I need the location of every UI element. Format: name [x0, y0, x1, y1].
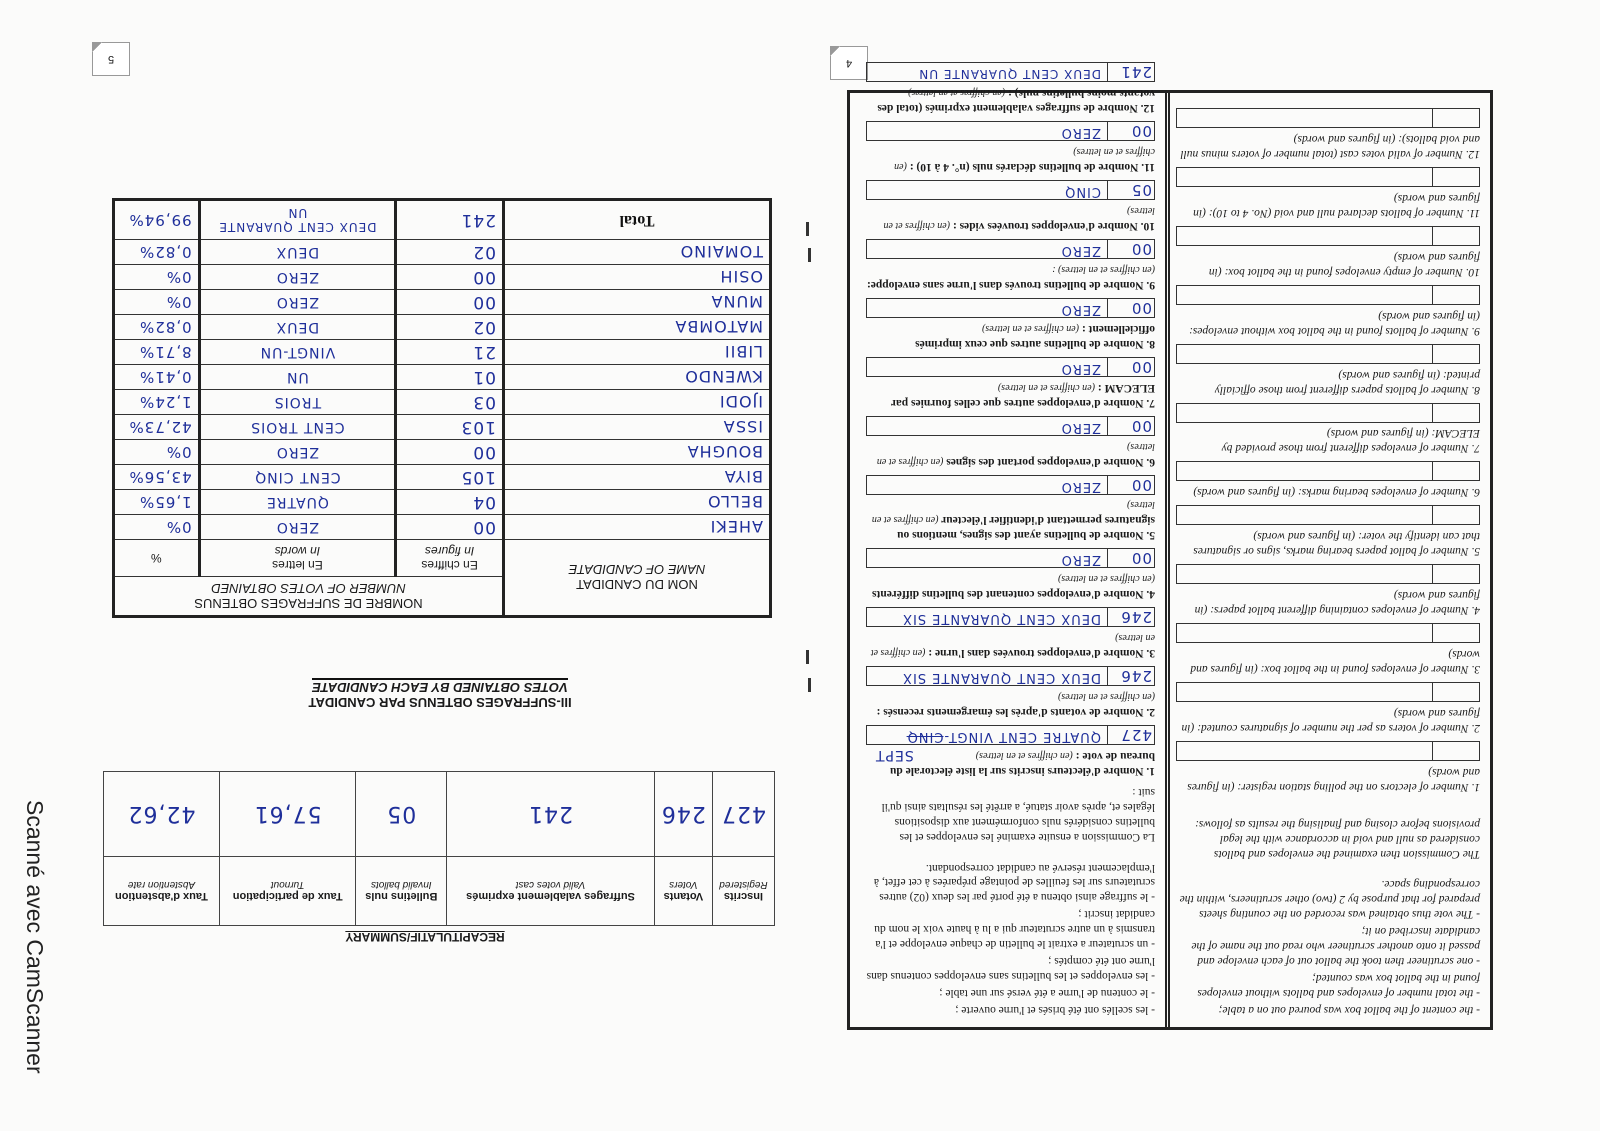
page-number-text: 4: [845, 57, 853, 69]
summary-invalid-value: 05: [356, 772, 447, 857]
candidate-row: TOMAINO 02 DEUX 0,82%: [114, 240, 771, 265]
answer-field: 00 ZERO: [866, 298, 1155, 318]
form-item-6: 6. Nombre d'enveloppes portant des signes (en chiffres et en lettres) 00 ZERO: [866, 416, 1155, 469]
form-item-5: 5. Nombre de bulletins ayant des signes, mentions ou signatures permettant d'identifier l'électeur (en chiffres et en lettres) 00 ZERO: [866, 475, 1155, 543]
candidate-row: AHEKI 00 ZERO 0%: [114, 515, 771, 540]
votes-table: [112, 198, 772, 618]
form-item-8: 8. Nombre de bulletins autres que ceux imprimés officiellement : (en chiffres et en lettres) 00 ZERO: [866, 298, 1155, 351]
form-column-french: [858, 63, 1170, 1027]
page-number-right: [830, 46, 868, 80]
candidate-row: OSIH 00 ZERO 0%: [114, 265, 771, 290]
section-title-fr: III-SUFFRAGES OBTENUS PAR CANDIDAT: [308, 695, 572, 710]
form-item-en-4: 4. Number of envelopes containing different ballot papers: (in figures and words): [1176, 564, 1480, 617]
page-number-left: [92, 42, 130, 76]
answer-field: 00 ZERO: [866, 121, 1155, 141]
page-5: [100, 180, 780, 944]
summary-registered-value: 427: [712, 772, 774, 857]
form-item-en-3: 3. Number of envelopes found in the ballot box: (in figures and words): [1176, 623, 1480, 676]
form-item-en-11: 11. Number of ballots declared null and void (No. 4 to 10): (in figures and words): [1176, 167, 1480, 220]
summary-abstention-value: 42,62: [104, 772, 220, 857]
summary-title: RECAPITULATIF/SUMMARY: [345, 930, 505, 944]
candidate-row: KWENDO 01 UN 0,41%: [114, 365, 771, 390]
form-column-english: [1168, 93, 1490, 1027]
answer-field-empty: [1176, 108, 1480, 128]
form-item-en-5: 5. Number of ballot papers bearing marks, signs or signatures that can identify the voter: (in figures and words): [1176, 505, 1480, 558]
form-item-1: 1. Nombre d'électeurs inscrits sur la liste électorale du bureau de vote : (en chiffres et en lettres) 427 QUATRE CENT VINGT-CINQ SEPT: [866, 725, 1155, 778]
page-number-text: 5: [107, 53, 115, 65]
intro-english: - the content of the ballot box was poured out on a table; - the total number of envelopes and ballots without envelopes found in the ballot box was counted; - one scrutineer then took the ballot out of each envelope and passed it onto another scrutineer who read out the name of the candidate inscribed on it; - The vote thus obtained was recorded on the counting sheets prepared for that purpose by 2 (two) other scrutineers, within the corresponding space. The Commission then examined the envelopes and ballots considered as null and void in accordance with the legal provisions before closing and finalising the results as follows:: [1179, 817, 1480, 1016]
answer-field: 05 CINQ: [866, 180, 1155, 200]
answer-field-empty: [1176, 285, 1480, 305]
form-frame: [847, 63, 1493, 1030]
form-item-12: 12. Nombre de suffrages valablement exprimés (total des votants moins bulletins nuls) : (en chiffres et en lettres) 241 DEUX CENT QUARANTE UN: [866, 62, 1155, 115]
answer-field: 00 ZERO: [866, 475, 1155, 495]
candidate-row: ISSA 103 CENT TROIS 42,73%: [114, 415, 771, 440]
form-item-4: 4. Nombre d'enveloppes contenant des bulletins différents (en chiffres et en lettres) 00 ZERO: [866, 548, 1155, 601]
candidate-row: MUNA 00 ZERO 0%: [114, 290, 771, 315]
form-item-en-10: 10. Number of empty envelopes found in the ballot box: (in figures and words): [1176, 226, 1480, 279]
form-item-7: 7. Nombre d'enveloppes autres que celles fournies par ELECAM : (en chiffres et en lettres) 00 ZERO: [866, 357, 1155, 410]
form-item-en-9: 9. Number of ballots found in the ballot box without envelopes: (in figures and words): [1176, 285, 1480, 338]
answer-field-empty: [1176, 741, 1480, 761]
camscanner-watermark: [14, 800, 54, 1100]
summary-header-turnout: Taux de participation Turnout: [219, 857, 355, 926]
summary-header-abstention: Taux d'abstention Abstention rate: [104, 857, 220, 926]
gutter-mark: [808, 248, 811, 262]
answer-field-empty: [1176, 167, 1480, 187]
header-percent: %: [114, 540, 200, 577]
section-title-en: VOTES OBTAINED BY EACH CANDIDATE: [312, 680, 568, 695]
gutter-mark: [808, 678, 811, 692]
answer-field-empty: [1176, 505, 1480, 525]
summary-header-invalid: Bulletins nuls Invalid ballots: [356, 857, 447, 926]
candidate-row: IJODI 03 TROIS 1,24%: [114, 390, 771, 415]
form-item-en-1: 1. Number of electors on the polling station register: (in figures and words): [1176, 741, 1480, 794]
form-item-en-7: 7. Number of envelopes different from those provided by ELECAM: (in figures and words): [1176, 403, 1480, 456]
votes-section-title: [275, 678, 605, 710]
summary-header-voters: Votants Voters: [654, 857, 712, 926]
summary-turnout-value: 57,61: [219, 772, 355, 857]
summary-table: [103, 771, 775, 926]
answer-field: 00 ZERO: [866, 357, 1155, 377]
form-item-3: 3. Nombre d'enveloppes trouvées dans l'urne : (en chiffres et en lettres) 246 DEUX CENT QUARANTE SIX: [866, 607, 1155, 660]
watermark-text: Scanné avec CamScanner: [22, 800, 48, 1074]
summary-header-valid-votes: Suffrages valablement exprimés Valid votes cast: [447, 857, 655, 926]
candidate-row: BELLO 04 QUATRE 1,65%: [114, 490, 771, 515]
struck-text: CINQ: [906, 729, 944, 744]
handwritten-correction: SEPT: [875, 747, 914, 763]
answer-field-empty: [1176, 682, 1480, 702]
total-row: Total 241 DEUX CENT QUARANTE UN 99,94%: [114, 200, 771, 240]
answer-field-empty: [1176, 403, 1480, 423]
gutter-mark: [806, 222, 809, 236]
candidate-row: BIYA 105 CENT CINQ 43,56%: [114, 465, 771, 490]
answer-field-empty: [1176, 564, 1480, 584]
answer-field: 427 QUATRE CENT VINGT-CINQ SEPT: [866, 725, 1155, 745]
form-item-9: 9. Nombre de bulletins trouvés dans l'urne sans enveloppe: (en chiffres et en lettres) : 00 ZERO: [866, 240, 1155, 291]
form-item-11: 11. Nombre de bulletins déclarés nuls (n°. 4 à 10) : (en chiffres et en lettres) 00 ZERO: [866, 121, 1155, 174]
answer-field: 246 DEUX CENT QUARANTE SIX: [866, 607, 1155, 627]
header-candidate-name: NOM DU CANDIDAT NAME OF CANDIDATE: [503, 540, 770, 617]
answer-field-empty: [1176, 623, 1480, 643]
answer-field: 00 ZERO: [866, 416, 1155, 436]
answer-field: 246 DEUX CENT QUARANTE SIX: [866, 666, 1155, 686]
summary-voters-value: 246: [654, 772, 712, 857]
header-words: En lettres In words: [199, 540, 395, 577]
form-item-en-12: 12. Number of valid votes cast (total number of voters minus null and void ballots): (in figures and words): [1176, 108, 1480, 161]
candidate-row: LIBII 21 VINGT-UN 8,71%: [114, 340, 771, 365]
form-item-en-2: 2. Number of voters as per the number of signatures counted: (in figures and words): [1176, 682, 1480, 735]
header-votes-obtained: NOMBRE DE SUFFRAGES OBTENUS NUMBER OF VOTES OBTAINED: [114, 577, 504, 617]
answer-field: 00 ZERO: [866, 548, 1155, 568]
gutter-mark: [806, 650, 809, 664]
answer-field: 00 ZERO: [866, 239, 1155, 259]
form-item-2: 2. Nombre de votants d'après les émargements recensés : (en chiffres et en lettres) 246 DEUX CENT QUARANTE SIX: [866, 666, 1155, 719]
form-item-10: 10. Nombre d'enveloppes trouvées vides : (en chiffres et en lettres) 05 CINQ: [866, 180, 1155, 233]
summary-header-registered: Inscrits Registered: [712, 857, 774, 926]
answer-field-empty: [1176, 461, 1480, 481]
intro-french: - les scellés ont été brisés et l'urne ouverte ; - le contenu de l'urne a été versé sur une table ; - les enveloppes et les bulletins sans enveloppes contenus dans l'urne ont été comptés ; - un scrutateur a extrait le bulletin de chaque enveloppe et l'a transmis à un autre scrutateur qui a lu à haute voix le nom du candidat inscrit ; - le suffrage ainsi obtenu a été porté par les deux (02) autres scrutateurs sur les feuilles de pointage préparées à cet effet, à l'emplacement réservé au candidat correspondant. La Commission a ensuite examiné les enveloppes et les bulletins considérés nuls conformément aux dispositions légales et, après avoir statué, a arrêté les résultats ainsi qu'il suit :: [866, 785, 1155, 1016]
header-figures: En chiffres In figures: [396, 540, 504, 577]
page-4: [848, 63, 1493, 1030]
candidate-row: BOUGHA 00 ZERO 0%: [114, 440, 771, 465]
answer-field-empty: [1176, 226, 1480, 246]
form-item-en-8: 8. Number of ballots papers different from those officially printed: (in figures and words): [1176, 344, 1480, 397]
form-item-en-6: 6. Number of envelopes bearing marks: (in figures and words): [1176, 461, 1480, 499]
answer-field-empty: [1176, 344, 1480, 364]
summary-valid-votes-value: 241: [447, 772, 655, 857]
answer-field: 241 DEUX CENT QUARANTE UN: [866, 62, 1155, 82]
candidate-row: MATOMBA 02 DEUX 0,82%: [114, 315, 771, 340]
